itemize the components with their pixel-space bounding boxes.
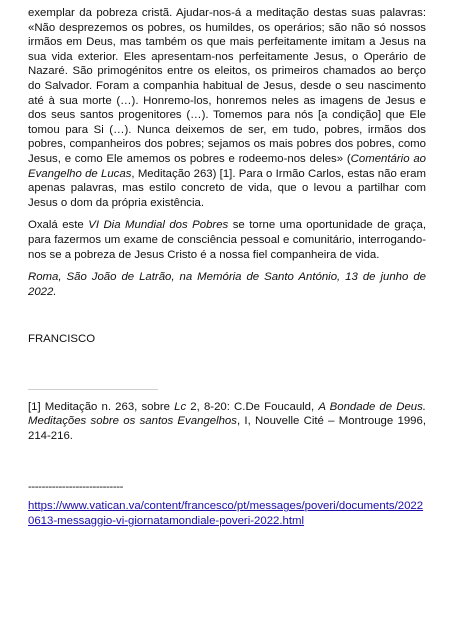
italic-event-title: VI Dia Mundial dos Pobres xyxy=(88,219,229,232)
body-paragraph-quote xyxy=(28,6,426,210)
footnote-text: , I, Nouvelle Cité – Montrouge 1996, 214-216. xyxy=(28,415,426,443)
body-paragraph-wish xyxy=(28,218,426,262)
signature: FRANCISCO xyxy=(28,333,96,346)
paragraph-text: se torne uma oportunidade de graça, para fazermos um exame de consciência pessoal e comunitário, interrogando-nos se a pobreza de Jesus Cristo é a nossa fiel companheira de vida. xyxy=(28,219,427,261)
italic-book-title: Comentário ao Evangelho de Lucas xyxy=(28,152,426,180)
footnote-text: 2, 8-20: C.De Foucauld, xyxy=(186,400,319,413)
footnote-divider xyxy=(28,389,158,390)
footnote-italic-title: A Bondade de Deus. Meditações sobre os santos Evangelhos xyxy=(28,400,426,428)
document-page xyxy=(28,6,426,528)
paragraph-text: , Meditação 263) [1]. Para o Irmão Carlos, estas não eram apenas palavras, mas estilo concreto de vida, que o levou a partilhar com Jesus o dom da própria existência. xyxy=(28,167,427,209)
source-url-link[interactable]: https://www.vatican.va/content/francesco/pt/messages/poveri/documents/20220613-messaggio-vi-giornatamondiale-poveri-2022.html xyxy=(28,500,424,527)
paragraph-text: Oxalá este xyxy=(28,219,89,232)
dash-separator: ---------------------------- xyxy=(28,480,124,493)
footnote xyxy=(28,400,426,444)
dateline-text: Roma, São João de Latrão, na Memória de Santo António, 13 de junho de 2022. xyxy=(28,271,426,298)
footnote-italic-lc: Lc xyxy=(174,400,187,413)
dateline xyxy=(28,270,426,299)
footnote-text: [1] Meditação n. 263, sobre xyxy=(28,400,175,413)
paragraph-text: exemplar da pobreza cristã. Ajudar-nos-á a meditação destas suas palavras: «Não desprezemos os pobres, os humildes, os operários; são não só nossos irmãos em Deus, mas também os que mais perfeitamente imitam a Jesus na sua vida exterior. Eles apresentam-nos perfeitamente Jesus, o Operário de Nazaré. São primogénitos entre os eleitos, os primeiros chamados ao berço do Salvador. Foram a companhia habitual de Jesus, desde o seu nascimento até à sua morte (…). Honremo-los, honremos neles as imagens de Jesus e dos seus santos progenitores (…). Tomemos para nós [a condição] que Ele tomou para Si (…). Nunca deixemos de ser, em tudo, pobres, irmãos dos pobres, companheiros dos pobres; sejamos os mais pobres dos pobres, como Jesus, e como Ele amemos os pobres e rodeemo-nos deles» ( xyxy=(28,7,426,165)
